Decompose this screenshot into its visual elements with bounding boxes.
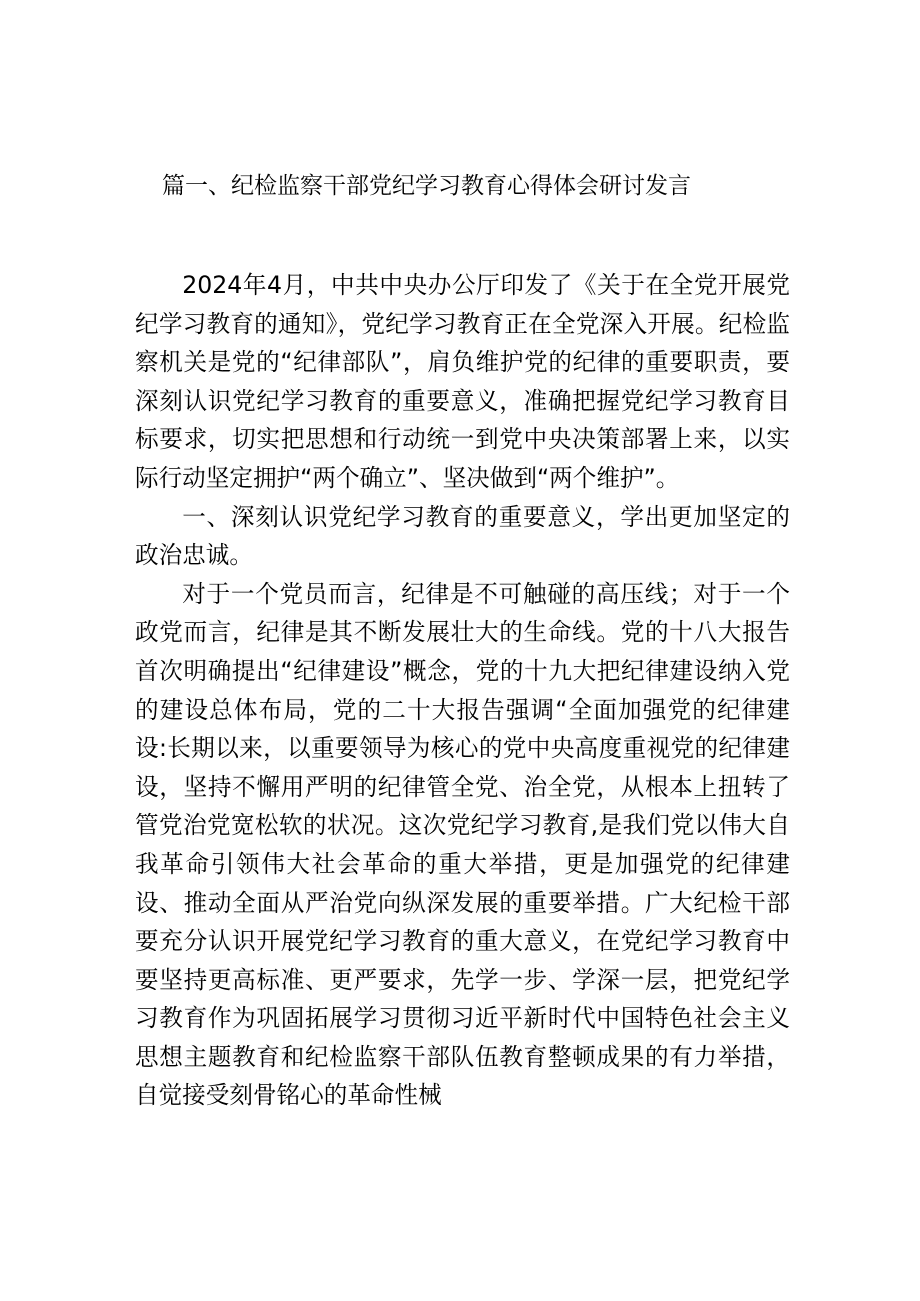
document-title: 篇一、纪检监察干部党纪学习教育心得体会研讨发言: [162, 173, 691, 199]
paragraph-discipline: 对于一个党员而言，纪律是不可触碰的高压线；对于一个政党而言，纪律是其不断发展壮大的生命线。党的十八大报告首次明确提出“纪律建设”概念，党的十九大把纪律建设纳入党的建设总体布局，党的二十大报告强调“全面加强党的纪律建设:长期以来，以重要领导为核心的党中央高度重视党的纪律建设，坚持不懈用严明的纪律管全党、治全党，从根本上扭转了管党治党宽松软的状况。这次党纪学习教育,是我们党以伟大自我革命引领伟大社会革命的重大举措，更是加强党的纪律建设、推动全面从严治党向纵深发展的重要举措。广大纪检干部要充分认识开展党纪学习教育的重大意义，在党纪学习教育中要坚持更高标准、更严要求，先学一步、学深一层，把党纪学习教育作为巩固拓展学习贯彻习近平新时代中国特色社会主义思想主题教育和纪检监察干部队伍教育整顿成果的有力举措，自觉接受刻骨铭心的革命性械: [135, 579, 790, 1110]
document-body: [135, 266, 790, 1115]
paragraph-intro: 2024年4月，中共中央办公厅印发了《关于在全党开展党纪学习教育的通知》，党纪学习教育正在全党深入开展。纪检监察机关是党的“纪律部队”，肩负维护党的纪律的重要职责，要深刻认识党纪学习教育的重要意义，准确把握党纪学习教育目标要求，切实把思想和行动统一到党中央决策部署上来，以实际行动坚定拥护“两个确立”、坚决做到“两个维护”。: [135, 271, 790, 492]
paragraph-section-heading: 一、深刻认识党纪学习教育的重要意义，学出更加坚定的政治忠诚。: [135, 502, 790, 570]
